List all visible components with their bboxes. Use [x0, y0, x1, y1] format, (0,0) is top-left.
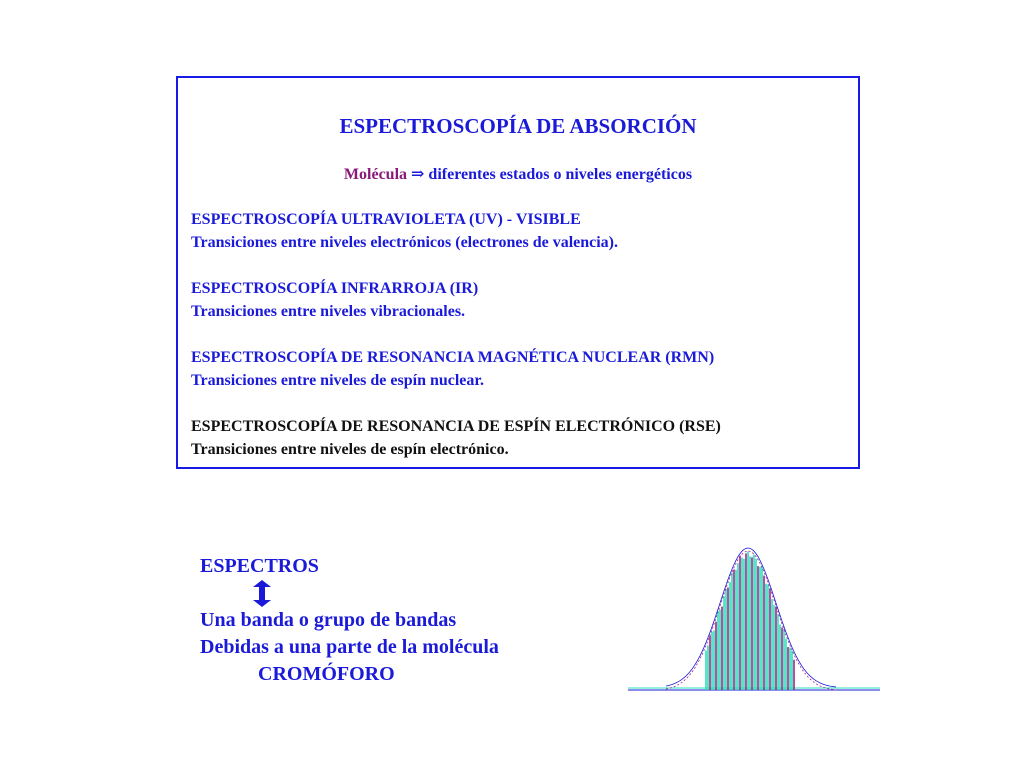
- box-title: ESPECTROSCOPÍA DE ABSORCIÓN: [339, 114, 697, 138]
- section-heading: ESPECTROSCOPÍA DE RESONANCIA MAGNÉTICA NUCLEAR (RMN): [191, 349, 715, 366]
- subtitle-molecule: Molécula: [343, 166, 408, 183]
- spectroscopy-sections: [191, 208, 850, 484]
- box-subtitle: [178, 164, 858, 184]
- absorption-spectroscopy-box: [176, 76, 860, 469]
- section-ir: [191, 277, 850, 323]
- section-description: Transiciones entre niveles vibracionales.: [191, 303, 466, 320]
- section-heading: ESPECTROSCOPÍA ULTRAVIOLETA (UV) - VISIBLE: [191, 211, 581, 228]
- section-rse: [191, 415, 850, 461]
- section-uv-visible: [191, 208, 850, 254]
- cromoforo-label: CROMÓFORO: [258, 663, 395, 685]
- section-description: Transiciones entre niveles de espín electrónico.: [191, 441, 509, 458]
- updown-arrow-icon: [200, 580, 499, 607]
- spectra-notes: [200, 553, 499, 688]
- absorption-spectrum-icon: [626, 545, 884, 702]
- section-rmn: [191, 346, 850, 392]
- section-heading: ESPECTROSCOPÍA INFRARROJA (IR): [191, 280, 479, 297]
- subtitle-rest: diferentes estados o niveles energéticos: [428, 166, 693, 183]
- section-heading: ESPECTROSCOPÍA DE RESONANCIA DE ESPÍN ELECTRÓNICO (RSE): [191, 418, 721, 435]
- section-description: Transiciones entre niveles de espín nuclear.: [191, 372, 485, 389]
- molecule-part-line: Debidas a una parte de la molécula: [200, 636, 499, 658]
- espectros-label: ESPECTROS: [200, 555, 319, 577]
- implies-symbol: ⇒: [411, 166, 425, 183]
- bands-line: Una banda o grupo de bandas: [200, 609, 457, 631]
- section-description: Transiciones entre niveles electrónicos (electrones de valencia).: [191, 234, 619, 251]
